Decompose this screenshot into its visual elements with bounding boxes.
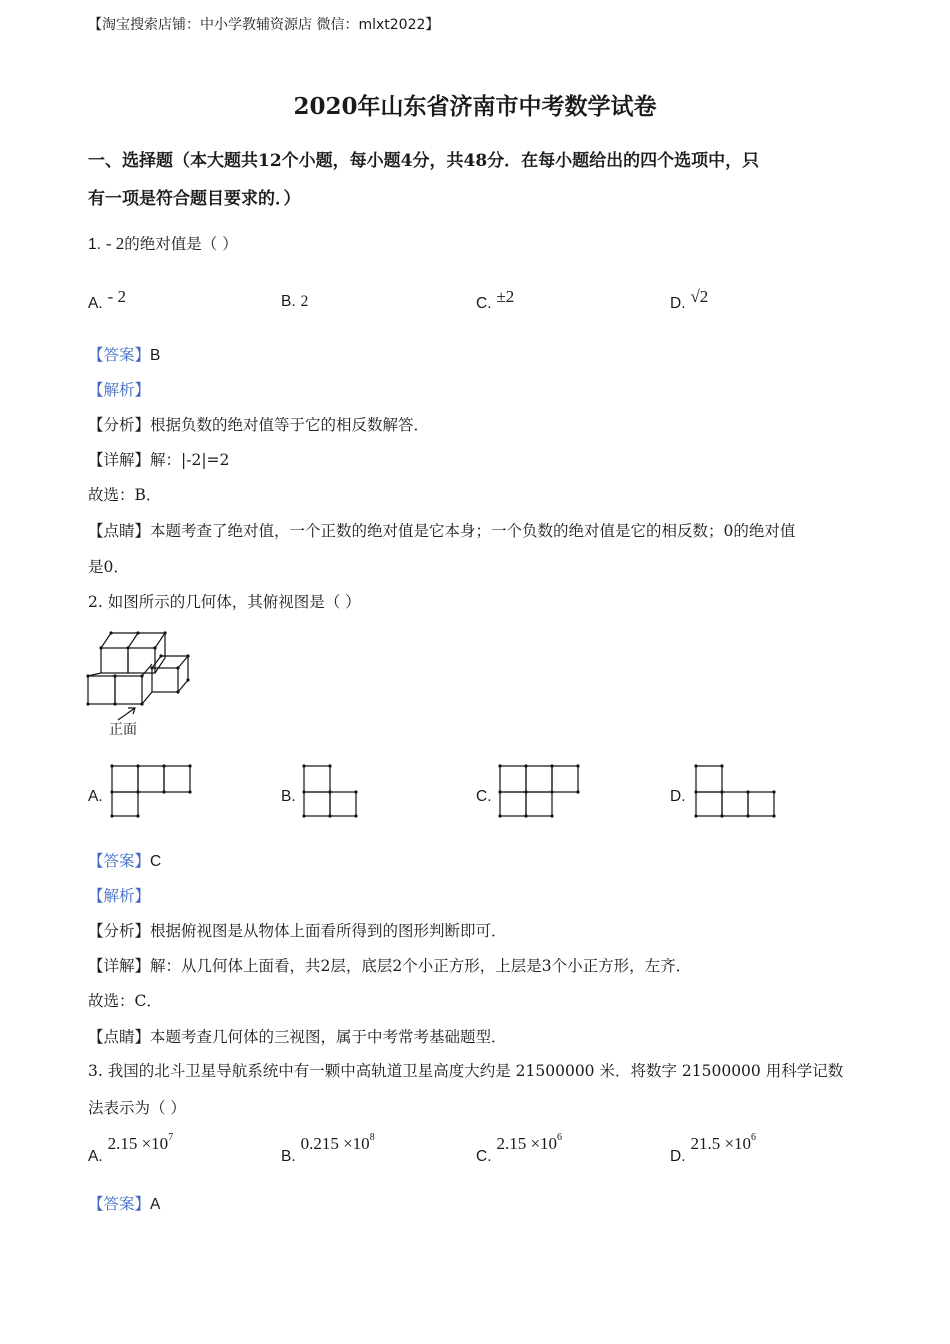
option-value: 21.5 ×10	[690, 1134, 752, 1153]
option-value: 0.215 ×10	[300, 1134, 370, 1153]
option-label: A.	[88, 295, 103, 312]
section-heading-line2: 有一项是符合题目要求的．）	[88, 189, 301, 209]
option-value: √2	[690, 287, 709, 306]
option-value: ±2	[496, 287, 515, 306]
q1-option-b[interactable]	[281, 292, 308, 311]
q1-answer	[88, 343, 160, 365]
q1-analysis-tag: 【解析】	[88, 381, 151, 399]
answer-value: B	[150, 347, 161, 364]
q2-option-a-figure[interactable]	[108, 762, 194, 820]
page-title: 2020年山东省济南市中考数学试卷	[293, 93, 657, 120]
q1-stem-expr: - 2	[105, 234, 125, 253]
option-label: B.	[281, 293, 296, 310]
q1-fenxi: 【分析】根据负数的绝对值等于它的相反数解答．	[88, 416, 430, 434]
q2-guxuan: 故选：C．	[88, 992, 162, 1010]
section-heading-line1: 一、选择题（本大题共12个小题，每小题4分，共48分．在每小题给出的四个选项中，只	[88, 151, 760, 171]
q2-figure-label: 正面	[109, 722, 137, 738]
q1-number: 1.	[88, 236, 101, 253]
answer-tag: 【答案】	[88, 1195, 151, 1213]
q2-answer	[88, 849, 161, 871]
answer-value: C	[150, 853, 162, 870]
option-value: 2	[300, 293, 309, 310]
q1-stem-text: 的绝对值是（ ）	[124, 235, 238, 253]
q2-option-d-figure[interactable]	[692, 762, 778, 820]
option-label: D.	[670, 1148, 686, 1165]
option-exponent: 8	[369, 1132, 375, 1143]
q2-dianjing: 【点睛】本题考查几何体的三视图，属于中考常考基础题型．	[88, 1028, 507, 1046]
option-label: B.	[281, 1148, 296, 1165]
q2-solid-figure	[84, 628, 196, 743]
option-label: D.	[670, 295, 686, 312]
q1-option-a[interactable]	[88, 287, 126, 313]
q3-option-d[interactable]	[670, 1132, 756, 1166]
q2-option-d-label[interactable]: D.	[670, 788, 686, 805]
q3-answer	[88, 1192, 160, 1214]
answer-tag: 【答案】	[88, 346, 151, 364]
q1-dianjing-line2: 是0．	[88, 558, 129, 576]
q1-option-d[interactable]	[670, 287, 708, 313]
answer-tag: 【答案】	[88, 852, 151, 870]
option-label: C.	[476, 295, 492, 312]
header-note: 【淘宝搜索店铺：中小学教辅资源店 微信：mlxt2022】	[88, 17, 440, 33]
answer-value: A	[150, 1196, 161, 1213]
option-exponent: 7	[168, 1132, 174, 1143]
option-label: C.	[476, 1148, 492, 1165]
q2-stem: 2. 如图所示的几何体，其俯视图是（ ）	[88, 593, 361, 611]
option-value: 2.15 ×10	[107, 1134, 169, 1153]
q3-stem-line2: 法表示为（ ）	[88, 1099, 186, 1117]
option-exponent: 6	[557, 1132, 563, 1143]
q3-option-b[interactable]	[281, 1132, 375, 1166]
option-exponent: 6	[751, 1132, 757, 1143]
q1-dianjing-line1: 【点睛】本题考查了绝对值，一个正数的绝对值是它本身；一个负数的绝对值是它的相反数；0的绝对值	[88, 522, 796, 540]
q1-stem	[88, 232, 238, 254]
q3-option-c[interactable]	[476, 1132, 562, 1166]
q2-xiangjie: 【详解】解：从几何体上面看，共2层，底层2个小正方形，上层是3个小正方形，左齐．	[88, 957, 692, 975]
q1-option-c[interactable]	[476, 287, 514, 313]
q2-analysis-tag: 【解析】	[88, 887, 151, 905]
option-value: 2.15 ×10	[496, 1134, 558, 1153]
q2-fenxi: 【分析】根据俯视图是从物体上面看所得到的图形判断即可．	[88, 922, 507, 940]
q3-stem-line1: 3. 我国的北斗卫星导航系统中有一颗中高轨道卫星高度大约是 21500000 米．将数字 21500000 用科学记数	[88, 1062, 844, 1080]
q2-option-c-label[interactable]: C.	[476, 788, 492, 805]
q3-option-a[interactable]	[88, 1132, 173, 1166]
q2-option-c-figure[interactable]	[496, 762, 582, 820]
q2-option-b-figure[interactable]	[300, 762, 360, 820]
option-label: A.	[88, 1148, 103, 1165]
option-value: - 2	[107, 287, 127, 306]
q2-option-a-label[interactable]: A.	[88, 788, 103, 805]
q1-guxuan: 故选：B．	[88, 486, 162, 504]
q1-xiangjie: 【详解】解：|-2|=2	[88, 451, 230, 469]
q2-option-b-label[interactable]: B.	[281, 788, 296, 805]
